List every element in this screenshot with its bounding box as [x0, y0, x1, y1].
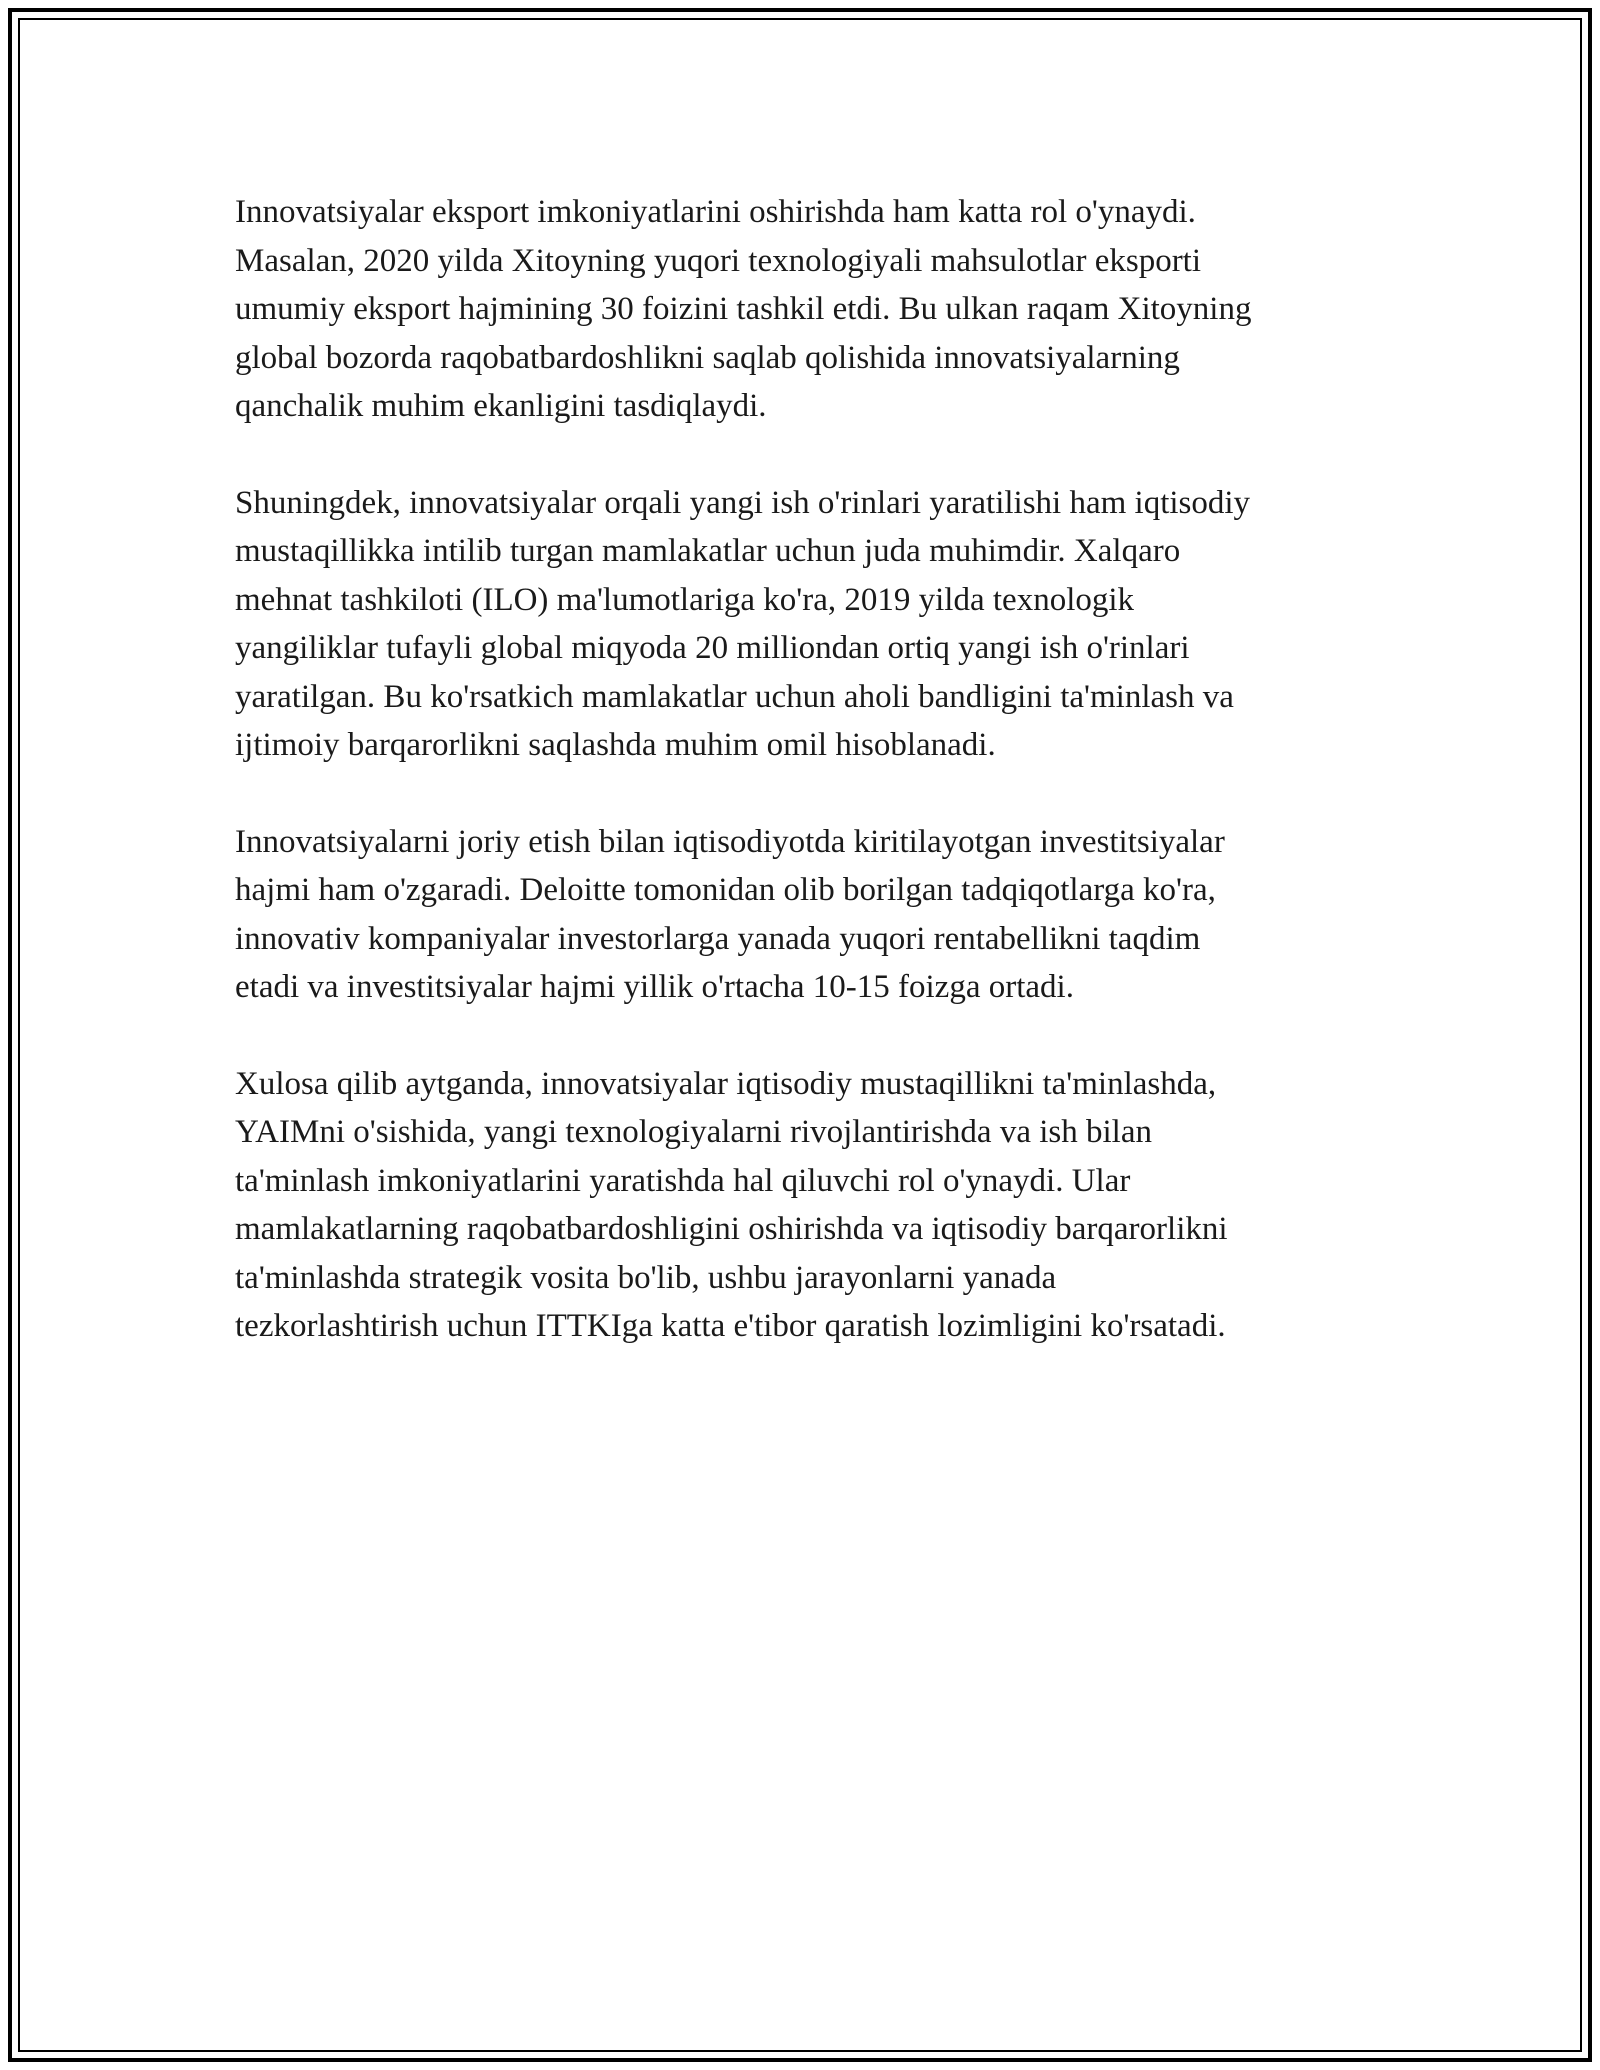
text-line: mamlakatlarning raqobatbardoshligini oshirishda va iqtisodiy barqarorlikni [235, 1211, 1228, 1247]
text-line: ijtimoiy barqarorlikni saqlashda muhim omil hisoblanadi. [235, 727, 996, 763]
text-line: etadi va investitsiyalar hajmi yillik o'rtacha 10-15 foizga ortadi. [235, 969, 1074, 1005]
paragraph-exports [235, 188, 1370, 431]
text-line: ta'minlashda strategik vosita bo'lib, ushbu jarayonlarni yanada [235, 1259, 1057, 1296]
text-line: Shuningdek, innovatsiyalar orqali yangi ish o'rinlari yaratilishi ham iqtisodiy [235, 484, 1251, 521]
text-line: Innovatsiyalarni joriy etish bilan iqtisodiyotda kiritilayotgan investitsiyalar [235, 823, 1225, 860]
text-line: global bozorda raqobatbardoshlikni saqlab qolishida innovatsiyalarning [235, 339, 1180, 376]
text-line: mustaqillikka intilib turgan mamlakatlar uchun juda muhimdir. Xalqaro [235, 533, 1181, 569]
text-line: Innovatsiyalar eksport imkoniyatlarini oshirishda ham katta rol o'ynaydi. [235, 194, 1196, 230]
text-line: umumiy eksport hajmining 30 foizini tashkil etdi. Bu ulkan raqam Xitoyning [235, 291, 1252, 327]
text-line: mehnat tashkiloti (ILO) ma'lumotlariga ko'ra, 2019 yilda texnologik [235, 581, 1135, 618]
text-line: yaratilgan. Bu ko'rsatkich mamlakatlar uchun aholi bandligini ta'minlash va [235, 678, 1234, 715]
text-line: qanchalik muhim ekanligini tasdiqlaydi. [235, 388, 767, 424]
text-line: tezkorlashtirish uchun ITTKIga katta e'tibor qaratish lozimligini ko'rsatadi. [235, 1308, 1226, 1344]
document-body [235, 188, 1370, 1399]
text-line: YAIMni o'sishida, yangi texnologiyalarni rivojlantirishda va ish bilan [235, 1114, 1152, 1150]
text-line: innovativ kompaniyalar investorlarga yanada yuqori rentabellikni taqdim [235, 920, 1201, 957]
text-line: Xulosa qilib aytganda, innovatsiyalar iqtisodiy mustaqillikni ta'minlashda, [235, 1065, 1217, 1102]
text-line: ta'minlash imkoniyatlarini yaratishda hal qiluvchi rol o'ynaydi. Ular [235, 1162, 1131, 1199]
paragraph-conclusion [235, 1060, 1370, 1351]
text-line: Masalan, 2020 yilda Xitoyning yuqori texnologiyali mahsulotlar eksporti [235, 242, 1202, 279]
paragraph-investments [235, 818, 1370, 1012]
text-line: yangiliklar tufayli global miqyoda 20 milliondan ortiq yangi ish o'rinlari [235, 630, 1190, 666]
paragraph-jobs [235, 479, 1370, 770]
text-line: hajmi ham o'zgaradi. Deloitte tomonidan olib borilgan tadqiqotlarga ko'ra, [235, 872, 1216, 908]
